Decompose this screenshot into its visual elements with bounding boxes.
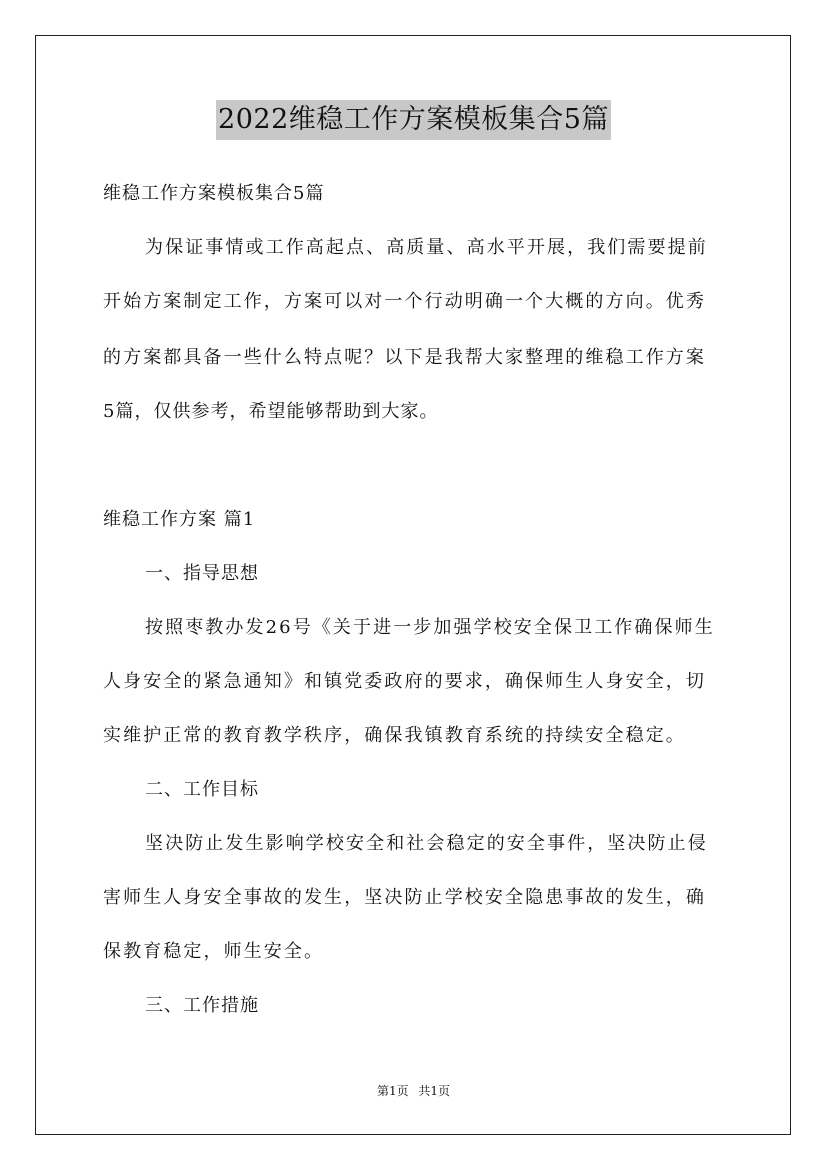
page-total: 共1页 bbox=[418, 1084, 451, 1098]
part2-line-3: 保教育稳定，师生安全。 bbox=[103, 941, 325, 962]
part1-line-3: 实维护正常的教育教学秩序，确保我镇教育系统的持续安全稳定。 bbox=[103, 725, 686, 746]
document-subtitle: 维稳工作方案模板集合5篇 bbox=[103, 183, 325, 204]
intro-line-4: 5篇，仅供参考，希望能够帮助到大家。 bbox=[103, 401, 439, 422]
part1-line-2: 人身安全的紧急通知》和镇党委政府的要求，确保师生人身安全，切 bbox=[103, 671, 706, 692]
page-number: 第1页 bbox=[376, 1084, 409, 1098]
document-title: 2022维稳工作方案模板集合5篇 bbox=[216, 100, 611, 140]
part3-heading: 三、工作措施 bbox=[145, 995, 259, 1016]
title-wrap bbox=[0, 100, 827, 140]
part2-line-2: 害师生人身安全事故的发生，坚决防止学校安全隐患事故的发生，确 bbox=[103, 887, 706, 908]
page-footer bbox=[0, 1083, 827, 1099]
intro-line-3: 的方案都具备一些什么特点呢？以下是我帮大家整理的维稳工作方案 bbox=[103, 347, 706, 368]
section-heading: 维稳工作方案 篇1 bbox=[103, 509, 256, 530]
part1-heading: 一、指导思想 bbox=[145, 563, 259, 584]
intro-line-2: 开始方案制定工作，方案可以对一个行动明确一个大概的方向。优秀 bbox=[103, 291, 706, 312]
part2-line-1: 坚决防止发生影响学校安全和社会稳定的安全事件，坚决防止侵 bbox=[145, 833, 708, 854]
part2-heading: 二、工作目标 bbox=[145, 779, 259, 800]
intro-line-1: 为保证事情或工作高起点、高质量、高水平开展，我们需要提前 bbox=[145, 237, 708, 258]
part1-line-1: 按照枣教办发26号《关于进一步加强学校安全保卫工作确保师生 bbox=[145, 617, 715, 638]
